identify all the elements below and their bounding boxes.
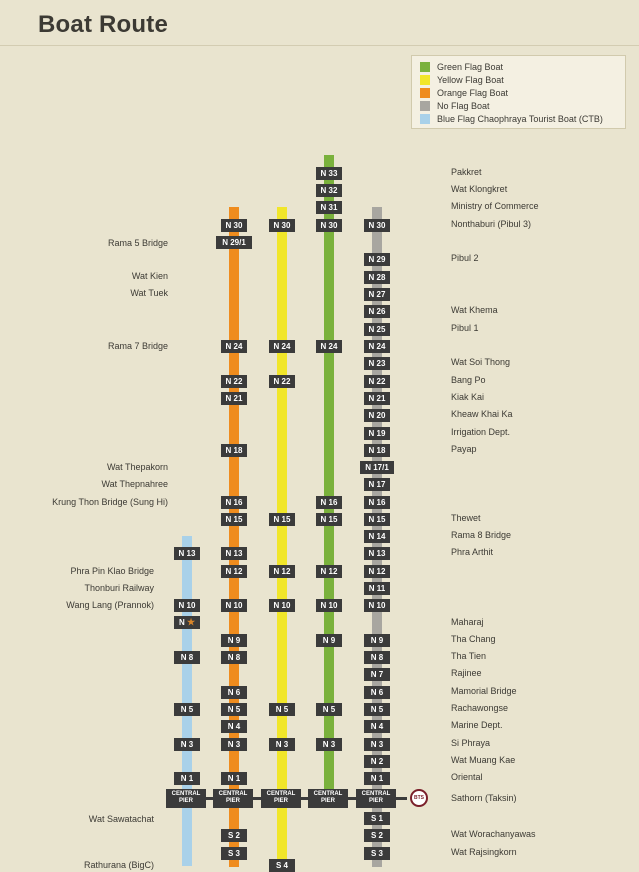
pier-label: Wat Rajsingkorn [451, 847, 517, 857]
stop-n5: N 5 [269, 703, 295, 716]
stop-n20: N 20 [364, 409, 390, 422]
stop-s2: S 2 [221, 829, 247, 842]
route-line-yellow [277, 207, 287, 867]
stop-n15: N 15 [316, 513, 342, 526]
stop-n24: N 24 [269, 340, 295, 353]
legend [411, 55, 626, 129]
stop-n3: N 3 [174, 738, 200, 751]
stop-wang-lang-label: N [178, 618, 185, 627]
stop-n9: N 9 [221, 634, 247, 647]
legend-label-blue: Blue Flag Chaophraya Tourist Boat (CTB) [437, 114, 603, 124]
stop-n24: N 24 [364, 340, 390, 353]
legend-swatch-green [420, 62, 430, 72]
stop-s1: S 1 [364, 812, 390, 825]
stop-n13: N 13 [221, 547, 247, 560]
central-pier-grey: CENTRAL PIER [356, 789, 396, 808]
pier-label-left: Wat Kien [131, 271, 168, 281]
stop-n24: N 24 [221, 340, 247, 353]
pier-label-left: Rathurana (BigC) [83, 860, 154, 870]
pier-label: Marine Dept. [451, 720, 503, 730]
stop-n5: N 5 [174, 703, 200, 716]
stop-n10: N 10 [174, 599, 200, 612]
stop-n3: N 3 [364, 738, 390, 751]
pier-label: Irrigation Dept. [451, 427, 511, 437]
stop-n22: N 22 [221, 375, 247, 388]
legend-item-blue [420, 114, 603, 126]
pier-label-left: Rama 7 Bridge [107, 341, 168, 351]
stop-n10: N 10 [221, 599, 247, 612]
pier-label: Wat Muang Kae [451, 755, 516, 765]
stop-n5: N 5 [316, 703, 342, 716]
stop-n4: N 4 [364, 720, 390, 733]
stop-n3: N 3 [269, 738, 295, 751]
legend-item-noflag [420, 101, 490, 113]
stop-n23: N 23 [364, 357, 390, 370]
pier-label-left: Phra Pin Klao Bridge [70, 566, 154, 576]
stop-n11: N 11 [364, 582, 390, 595]
stop-n9: N 9 [364, 634, 390, 647]
stop-n32: N 32 [316, 184, 342, 197]
pier-label: Rajinee [451, 668, 482, 678]
central-pier-blue: CENTRAL PIER [166, 789, 206, 808]
stop-n18: N 18 [221, 444, 247, 457]
stop-n25: N 25 [364, 323, 390, 336]
stop-n17: N 17 [364, 478, 390, 491]
pier-label-left: Wat Tuek [130, 288, 168, 298]
stop-n29-1: N 29/1 [216, 236, 252, 249]
stop-n2: N 2 [364, 755, 390, 768]
stop-n5: N 5 [221, 703, 247, 716]
central-pier-yellow: CENTRAL PIER [261, 789, 301, 808]
legend-swatch-yellow [420, 75, 430, 85]
pier-label-left: Wat Thepakorn [106, 462, 168, 472]
pier-label-left: Rama 5 Bridge [107, 238, 168, 248]
bts-icon: BTS [410, 789, 428, 807]
stop-n30: N 30 [364, 219, 390, 232]
stop-n21: N 21 [364, 392, 390, 405]
legend-label-noflag: No Flag Boat [437, 101, 490, 111]
stop-n6: N 6 [364, 686, 390, 699]
stop-n4: N 4 [221, 720, 247, 733]
pier-label: Tha Tien [451, 651, 487, 661]
pier-label: Tha Chang [451, 634, 496, 644]
pier-label: Wat Worachanyawas [451, 829, 536, 839]
pier-label: Nonthaburi (Pibul 3) [451, 219, 532, 229]
legend-swatch-orange [420, 88, 430, 98]
pier-label: Wat Klongkret [451, 184, 508, 194]
pier-label: Pakkret [451, 167, 482, 177]
page-title: Boat Route [38, 11, 168, 38]
stop-n17-1: N 17/1 [360, 461, 394, 474]
stop-n13: N 13 [174, 547, 200, 560]
stop-n33: N 33 [316, 167, 342, 180]
pier-label: Rama 8 Bridge [451, 530, 512, 540]
stop-n22: N 22 [364, 375, 390, 388]
pier-label: Rachawongse [451, 703, 509, 713]
stop-n27: N 27 [364, 288, 390, 301]
legend-label-yellow: Yellow Flag Boat [437, 75, 504, 85]
stop-n22: N 22 [269, 375, 295, 388]
central-pier-green: CENTRAL PIER [308, 789, 348, 808]
stop-n5: N 5 [364, 703, 390, 716]
stop-n14: N 14 [364, 530, 390, 543]
pier-label: Mamorial Bridge [451, 686, 517, 696]
stop-n26: N 26 [364, 305, 390, 318]
pier-label: Kiak Kai [451, 392, 485, 402]
route-line-orange [229, 207, 239, 867]
stop-wang-lang-star [174, 616, 200, 629]
pier-label: Pibul 1 [451, 323, 479, 333]
stop-n8: N 8 [174, 651, 200, 664]
legend-item-orange [420, 88, 508, 100]
stop-n10: N 10 [269, 599, 295, 612]
stop-n15: N 15 [269, 513, 295, 526]
legend-item-yellow [420, 75, 504, 87]
pier-label-left: Wat Sawatachat [88, 814, 154, 824]
stop-n1: N 1 [174, 772, 200, 785]
stop-n12: N 12 [269, 565, 295, 578]
stop-n8: N 8 [221, 651, 247, 664]
pier-label-left: Wat Thepnahree [101, 479, 168, 489]
pier-label-left: Wang Lang (Prannok) [66, 600, 154, 610]
stop-n28: N 28 [364, 271, 390, 284]
pier-label: Thewet [451, 513, 481, 523]
pier-label: Oriental [451, 772, 483, 782]
stop-n15: N 15 [221, 513, 247, 526]
legend-label-green: Green Flag Boat [437, 62, 504, 72]
stop-n16: N 16 [221, 496, 247, 509]
pier-label: Wat Soi Thong [451, 357, 511, 367]
stop-n1: N 1 [221, 772, 247, 785]
stop-n29: N 29 [364, 253, 390, 266]
stop-n10: N 10 [364, 599, 390, 612]
stop-n24: N 24 [316, 340, 342, 353]
stop-n30: N 30 [269, 219, 295, 232]
stop-n15: N 15 [364, 513, 390, 526]
legend-item-green [420, 62, 503, 74]
stop-n12: N 12 [221, 565, 247, 578]
pier-label-left: Krung Thon Bridge (Sung Hi) [52, 497, 168, 507]
pier-label: Ministry of Commerce [451, 201, 539, 211]
pier-label: Sathorn (Taksin) [451, 793, 517, 803]
stop-s2: S 2 [364, 829, 390, 842]
pier-label: Si Phraya [451, 738, 491, 748]
pier-label: Pibul 2 [451, 253, 479, 263]
stop-n8: N 8 [364, 651, 390, 664]
stop-s3: S 3 [221, 847, 247, 860]
stop-s3: S 3 [364, 847, 390, 860]
stop-n18: N 18 [364, 444, 390, 457]
stop-n12: N 12 [364, 565, 390, 578]
stop-n1: N 1 [364, 772, 390, 785]
stop-n21: N 21 [221, 392, 247, 405]
pier-label-left: Thonburi Railway [84, 583, 154, 593]
stop-n19: N 19 [364, 427, 390, 440]
stop-n31: N 31 [316, 201, 342, 214]
pier-label: Phra Arthit [451, 547, 494, 557]
stop-n30: N 30 [221, 219, 247, 232]
title-divider [0, 45, 639, 46]
stop-n10: N 10 [316, 599, 342, 612]
legend-swatch-noflag [420, 101, 430, 111]
pier-label: Bang Po [451, 375, 486, 385]
pier-label: Maharaj [451, 617, 484, 627]
stop-n6: N 6 [221, 686, 247, 699]
stop-n9: N 9 [316, 634, 342, 647]
legend-swatch-blue [420, 114, 430, 124]
stop-n3: N 3 [221, 738, 247, 751]
star-icon: ★ [186, 617, 196, 627]
legend-label-orange: Orange Flag Boat [437, 88, 509, 98]
stop-n12: N 12 [316, 565, 342, 578]
route-line-blue [182, 536, 192, 866]
central-pier-orange: CENTRAL PIER [213, 789, 253, 808]
stop-n13: N 13 [364, 547, 390, 560]
stop-s4: S 4 [269, 859, 295, 872]
stop-n30: N 30 [316, 219, 342, 232]
stop-n16: N 16 [364, 496, 390, 509]
stop-n3: N 3 [316, 738, 342, 751]
pier-label: Kheaw Khai Ka [451, 409, 513, 419]
pier-label: Payap [451, 444, 477, 454]
stop-n16: N 16 [316, 496, 342, 509]
pier-label: Wat Khema [451, 305, 498, 315]
stop-n7: N 7 [364, 668, 390, 681]
